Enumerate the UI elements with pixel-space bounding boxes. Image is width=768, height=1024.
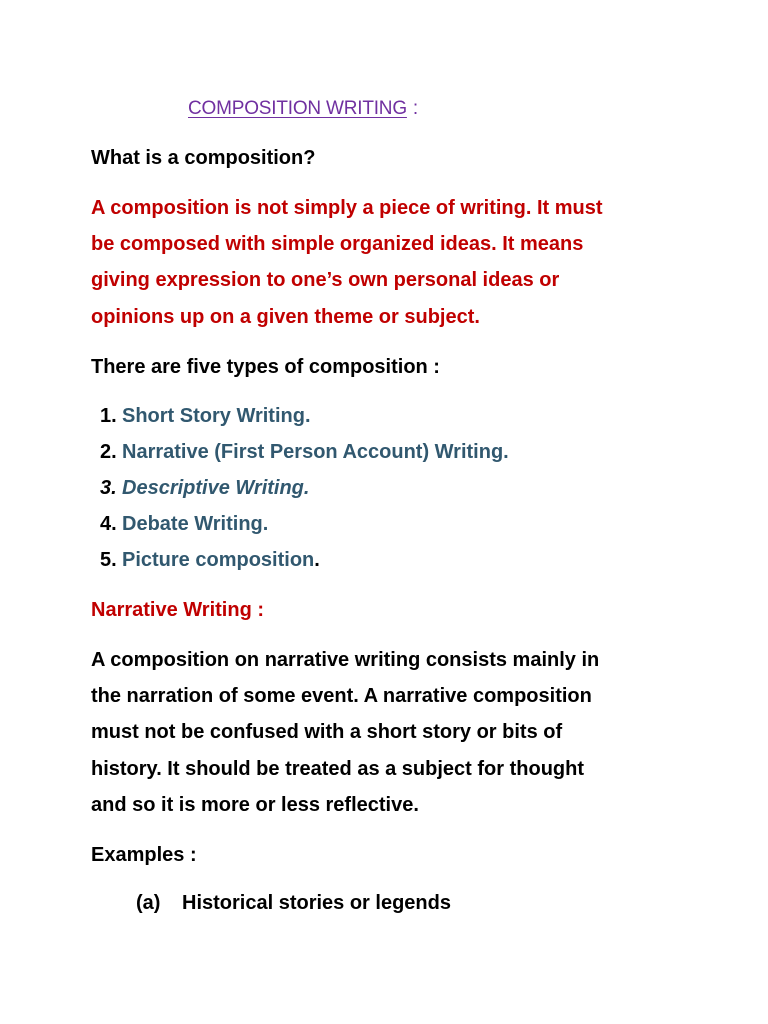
list-number: 2. (100, 441, 117, 463)
list-item (100, 404, 311, 428)
definition-line-2: be composed with simple organized ideas. It means (91, 233, 584, 255)
list-number: 3. (100, 477, 117, 499)
question-text: What is a composition? (91, 147, 316, 169)
title-colon: : (412, 98, 419, 119)
list-item (100, 548, 320, 572)
definition-line-3: giving expression to one’s own personal ideas or (91, 269, 560, 291)
list-item (100, 476, 309, 500)
types-intro: There are five types of composition : (91, 356, 440, 378)
document-title (188, 97, 418, 121)
example-item (136, 891, 451, 915)
list-number: 1. (100, 405, 117, 427)
list-number: 5. (100, 549, 117, 571)
list-item (100, 512, 268, 536)
list-number: 4. (100, 513, 117, 535)
narrative-line-4: history. It should be treated as a subject for thought (91, 758, 585, 780)
list-item (100, 440, 509, 464)
list-text: Short Story Writing. (122, 405, 311, 427)
examples-heading: Examples : (91, 844, 197, 866)
example-text: Historical stories or legends (182, 892, 451, 914)
definition-line-1: A composition is not simply a piece of writing. It must (91, 197, 603, 219)
title-text: COMPOSITION WRITING (188, 98, 407, 119)
narrative-line-2: the narration of some event. A narrative composition (91, 685, 592, 707)
list-text: Descriptive Writing. (122, 477, 310, 499)
narrative-line-1: A composition on narrative writing consists mainly in (91, 649, 600, 671)
narrative-heading: Narrative Writing : (91, 599, 264, 621)
narrative-line-3: must not be confused with a short story or bits of (91, 721, 563, 743)
list-trailing-period: . (314, 549, 320, 571)
example-label: (a) (136, 892, 161, 914)
definition-line-4: opinions up on a given theme or subject. (91, 306, 480, 328)
list-text: Narrative (First Person Account) Writing. (122, 441, 509, 463)
narrative-line-5: and so it is more or less reflective. (91, 794, 419, 816)
list-text: Picture composition (122, 549, 315, 571)
list-text: Debate Writing. (122, 513, 269, 535)
